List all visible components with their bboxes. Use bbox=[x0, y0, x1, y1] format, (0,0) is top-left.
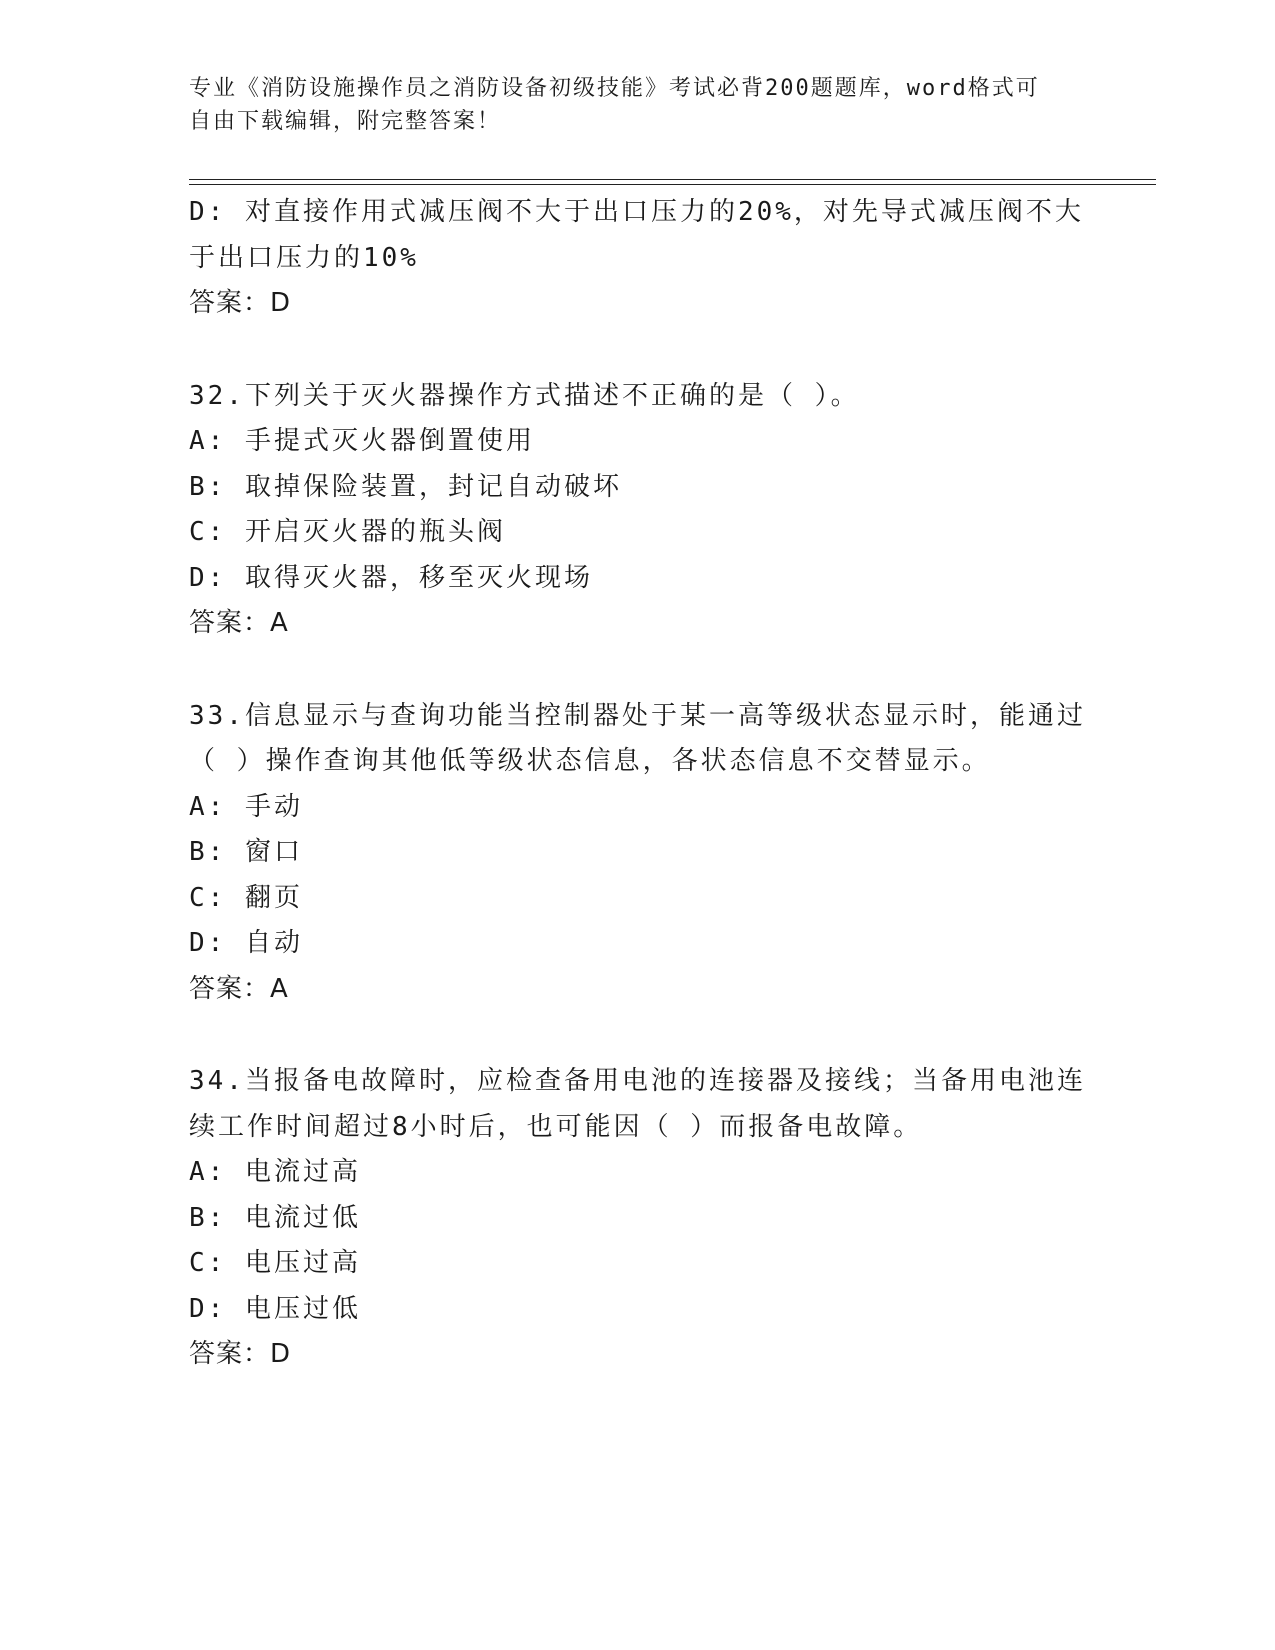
option-a: A: 手动 bbox=[189, 791, 303, 822]
question-32 bbox=[189, 374, 1089, 647]
question-stem-line-1: 33.信息显示与查询功能当控制器处于某一高等级状态显示时，能通过 bbox=[189, 700, 1086, 731]
answer-line: 答案：D bbox=[189, 288, 292, 318]
document-body bbox=[189, 190, 1089, 1378]
option-c: C: 翻页 bbox=[189, 882, 303, 913]
option-d-line-2: 于出口压力的10% bbox=[189, 242, 419, 273]
question-33 bbox=[189, 694, 1089, 1013]
header-divider-top bbox=[189, 179, 1156, 180]
option-d: D: 自动 bbox=[189, 928, 303, 958]
question-stem-line-2: （ ）操作查询其他低等级状态信息，各状态信息不交替显示。 bbox=[189, 746, 991, 776]
header-line-1: 专业《消防设施操作员之消防设备初级技能》考试必背200题题库，word格式可 bbox=[189, 76, 1040, 101]
answer-line: 答案：D bbox=[189, 1339, 292, 1369]
question-34 bbox=[189, 1059, 1089, 1378]
option-d-line-1: D: 对直接作用式减压阀不大于出口压力的20%，对先导式减压阀不大 bbox=[189, 197, 1084, 227]
header-divider-bottom bbox=[189, 184, 1156, 185]
answer-line: 答案：A bbox=[189, 973, 289, 1004]
previous-question-tail bbox=[189, 190, 1089, 327]
option-d: D: 取得灭火器，移至灭火现场 bbox=[189, 562, 593, 593]
option-b: B: 取掉保险装置，封记自动破坏 bbox=[189, 471, 622, 502]
option-b: B: 窗口 bbox=[189, 837, 303, 867]
question-stem-line-2: 续工作时间超过8小时后，也可能因（ ）而报备电故障。 bbox=[189, 1111, 923, 1142]
answer-line: 答案：A bbox=[189, 608, 289, 638]
option-c: C: 开启灭火器的瓶头阀 bbox=[189, 517, 506, 547]
question-stem: 32.下列关于灭火器操作方式描述不正确的是（ ）。 bbox=[189, 380, 860, 411]
option-c: C: 电压过高 bbox=[189, 1248, 361, 1278]
question-stem-line-1: 34.当报备电故障时，应检查备用电池的连接器及接线；当备用电池连 bbox=[189, 1066, 1086, 1096]
option-a: A: 电流过高 bbox=[189, 1157, 361, 1187]
option-d: D: 电压过低 bbox=[189, 1293, 361, 1324]
option-a: A: 手提式灭火器倒置使用 bbox=[189, 426, 535, 456]
document-header bbox=[189, 72, 1089, 138]
header-line-2: 自由下载编辑，附完整答案！ bbox=[189, 109, 502, 134]
option-b: B: 电流过低 bbox=[189, 1202, 361, 1233]
